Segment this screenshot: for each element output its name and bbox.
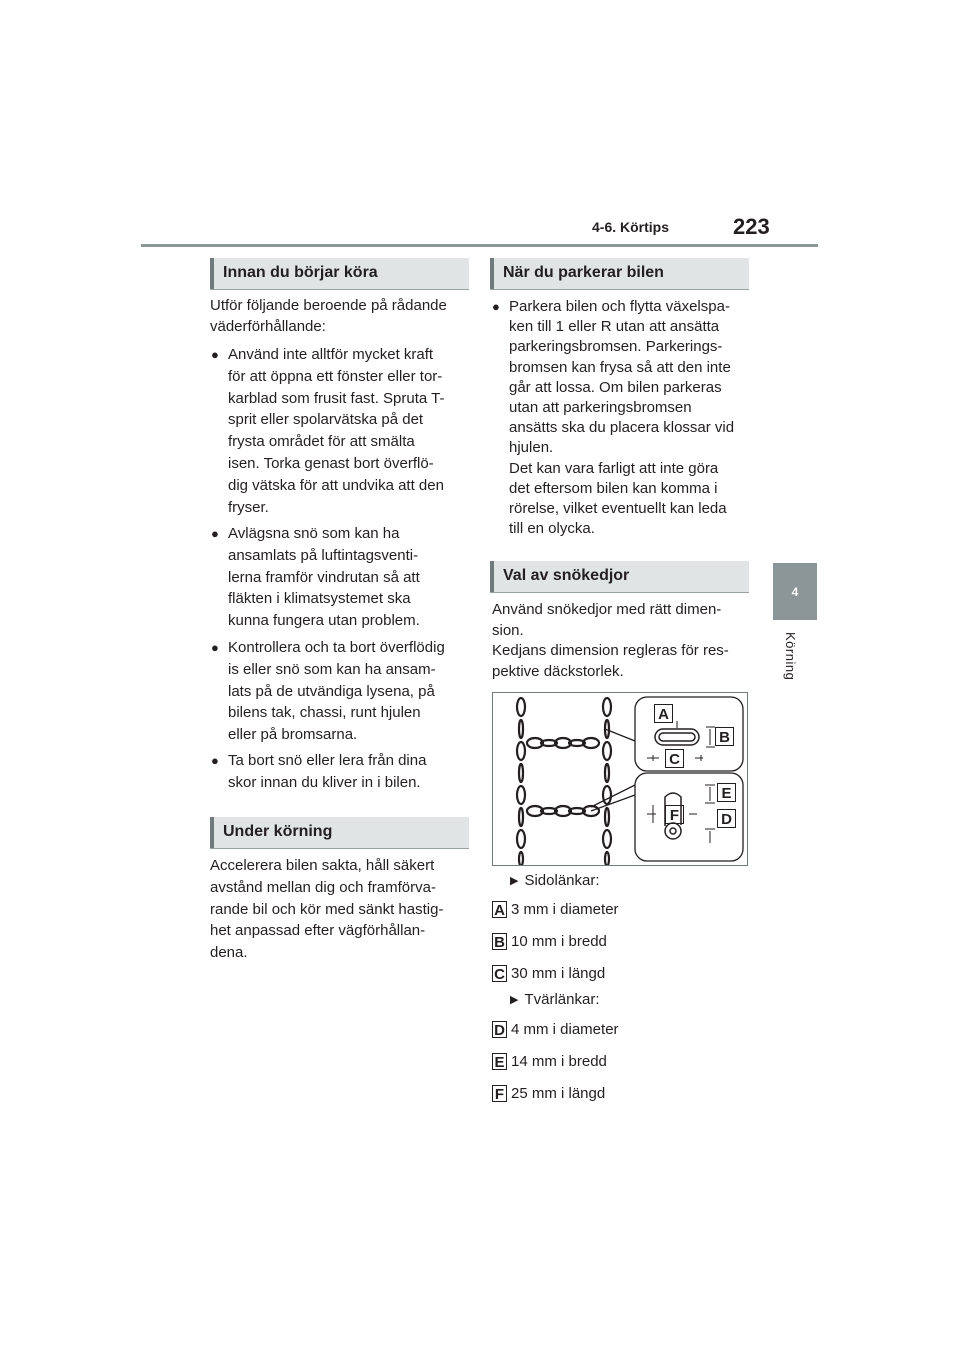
heading-under-korning: Under körning (210, 817, 469, 849)
text-line: hjulen. (509, 439, 554, 457)
letter-label: E (492, 1053, 507, 1070)
spec-text: 4 mm i diameter (511, 1021, 619, 1038)
bullet-icon: ● (492, 299, 500, 314)
text-line: eller på bromsarna. (228, 726, 358, 744)
spec-text: 14 mm i bredd (511, 1053, 607, 1070)
bullet-item (211, 750, 486, 794)
text-line: dena. (210, 944, 248, 962)
text-line: Kontrollera och ta bort överflödig (228, 639, 445, 656)
text-line: bromsen kan frysa så att den inte (509, 358, 731, 376)
snow-chain-illustration (493, 693, 747, 865)
text-line: Använd snökedjor med rätt dimen- (492, 601, 722, 618)
chapter-label: Körning (783, 632, 798, 681)
letter-label: A (492, 901, 507, 918)
heading-val-av-snokedjor: Val av snökedjor (490, 561, 749, 593)
spec-group-title (510, 872, 600, 889)
text-line: avstånd mellan dig och framförva- (210, 878, 436, 896)
bullet-icon: ● (211, 753, 219, 768)
text-line: lats på de utvändiga lysena, på (228, 682, 435, 700)
chapter-number: 4 (791, 585, 799, 599)
bullet-icon: ● (211, 347, 219, 362)
letter-label: C (492, 965, 507, 982)
text-line: ansamlats på luftintagsventi- (228, 546, 419, 564)
text-line: is eller snö som kan ha ansam- (228, 660, 436, 678)
diagram-label-c: C (665, 749, 684, 768)
text-line: för att öppna ett fönster eller tor- (228, 367, 443, 385)
text-line: dig vätska för att undvika att den (228, 476, 444, 494)
heading-innan-du-borjar-kora: Innan du börjar köra (210, 258, 469, 290)
text-line: rörelse, vilket eventuellt kan leda (509, 500, 727, 518)
text-line: till en olycka. (509, 520, 595, 538)
text-line: parkeringsbromsen. Parkerings- (509, 338, 723, 356)
text-line: Avlägsna snö som kan ha (228, 525, 400, 542)
text-line: väderförhållande: (210, 317, 326, 335)
spec-title: Sidolänkar: (524, 872, 600, 889)
text-line: Ta bort snö eller lera från dina (228, 752, 427, 769)
diagram-label-d: D (717, 809, 736, 828)
text-line: sprit eller spolarvätska på det (228, 411, 424, 429)
spec-text: 25 mm i längd (511, 1085, 606, 1102)
letter-label: B (492, 933, 507, 950)
spec-group-title (510, 991, 600, 1008)
text-line: det eftersom bilen kan komma i (509, 479, 718, 497)
chain-paragraph (492, 600, 754, 682)
spec-item (492, 1085, 605, 1103)
spec-text: 30 mm i längd (511, 965, 606, 982)
spec-item (492, 1053, 607, 1071)
bullet-item (492, 297, 767, 539)
text-line: Utför följande beroende på rådande (210, 297, 447, 314)
diagram-label-a: A (654, 704, 673, 723)
text-line: går att lossa. Om bilen parkeras (509, 378, 722, 396)
text-line: ansätts ska du placera klossar vid (509, 419, 735, 437)
bullet-icon: ● (211, 526, 219, 541)
spec-text: 3 mm i diameter (511, 901, 619, 918)
text-line: sion. (492, 621, 524, 639)
letter-label: D (492, 1021, 507, 1038)
header-rule (141, 244, 818, 247)
spec-item (492, 1021, 619, 1039)
text-line: isen. Torka genast bort överflö- (228, 454, 434, 472)
text-line: lerna framför vindrutan så att (228, 568, 420, 586)
text-line: utan att parkeringsbromsen (509, 399, 692, 417)
text-line: kunna fungera utan problem. (228, 612, 420, 630)
section-title: 4-6. Körtips (592, 219, 670, 235)
text-line: bilens tak, chassi, runt hjulen (228, 704, 421, 722)
text-line: Det kan vara farligt att inte göra (509, 459, 719, 477)
spec-item (492, 965, 605, 983)
text-line: skor innan du kliver in i bilen. (228, 773, 421, 791)
bullet-item (211, 523, 486, 632)
spec-item (492, 933, 607, 951)
spec-text: 10 mm i bredd (511, 933, 607, 950)
chapter-tab (773, 563, 817, 620)
text-line: Använd inte alltför mycket kraft (228, 346, 434, 363)
snow-chain-diagram (492, 692, 748, 866)
text-line: fryser. (228, 498, 269, 516)
text-line: fläkten i klimatsystemet ska (228, 590, 411, 608)
text-line: Parkera bilen och flytta växelspa- (509, 298, 730, 315)
heading-nar-du-parkerar-bilen: När du parkerar bilen (490, 258, 749, 290)
driving-paragraph (210, 855, 472, 964)
text-line: rande bil och kör med sänkt hastig- (210, 900, 444, 918)
triangle-bullet-icon: ▶ (510, 994, 519, 1006)
text-line: pektive däckstorlek. (492, 662, 624, 680)
text-line: Kedjans dimension regleras för res- (492, 642, 729, 659)
spec-item (492, 901, 619, 919)
diagram-label-b: B (715, 727, 734, 746)
spec-title: Tvärlänkar: (524, 991, 600, 1008)
diagram-label-f: F (665, 805, 684, 824)
letter-label: F (492, 1085, 507, 1102)
bullet-item (211, 344, 486, 518)
diagram-label-e: E (717, 783, 736, 802)
bullet-item (211, 637, 486, 746)
text-line: het anpassad efter vägförhållan- (210, 922, 426, 940)
text-line: Accelerera bilen sakta, håll säkert (210, 857, 435, 874)
bullet-icon: ● (211, 640, 219, 655)
page-number: 223 (733, 214, 770, 239)
text-line: ken till 1 eller R utan att ansätta (509, 318, 720, 336)
text-line: frysta området för att smälta (228, 433, 415, 451)
intro-paragraph (210, 296, 470, 337)
text-line: karblad som frusit fast. Spruta T- (228, 389, 445, 407)
triangle-bullet-icon: ▶ (510, 875, 519, 887)
